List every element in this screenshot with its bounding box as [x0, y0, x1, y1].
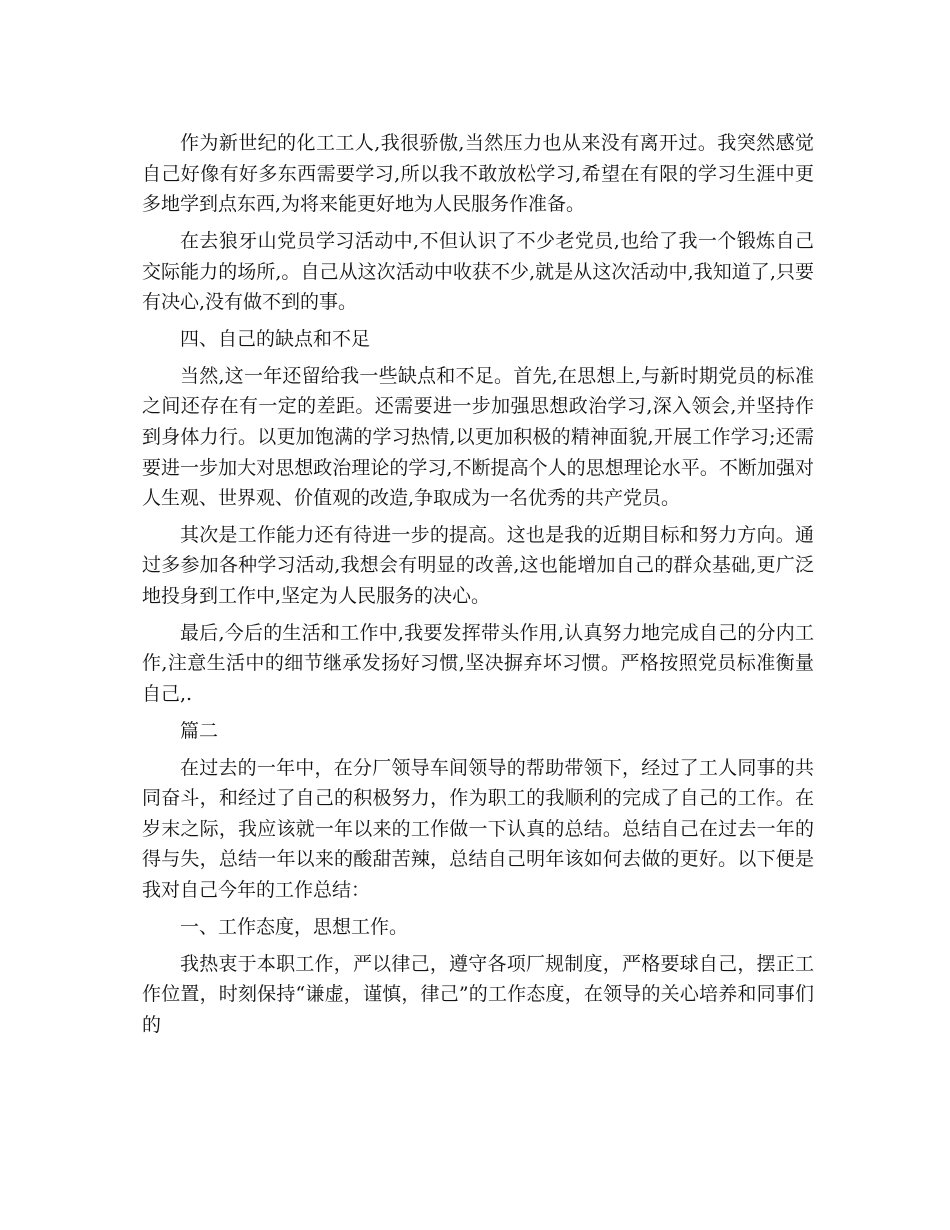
paragraph-past-year-summary: 在过去的一年中，在分厂领导车间领导的帮助带领下，经过了工人同事的共同奋斗，和经过了自己的积极努力，作为职工的我顺利的完成了自己的工作。在岁末之际，我应该就一年以来的工作做一下认真的总结。总结自己在过去一年的得与失，总结一年以来的酸甜苦辣，总结自己明年该如何去做的更好。以下便是我对自己今年的工作总结： [142, 756, 814, 901]
section-heading-work-attitude: 一、工作态度，思想工作。 [180, 915, 409, 938]
section-heading-shortcomings: 四、自己的缺点和不足 [180, 327, 371, 350]
paragraph-shortcomings-ideology: 当然,这一年还留给我一些缺点和不足。首先,在思想上,与新时期党员的标准之间还存在有一定的差距。还需要进一步加强思想政治学习,深入领会,并坚持作到身体力行。以更加饱满的学习热情,以更加积极的精神面貌,开展工作学习;还需要进一步加大对思想政治理论的学习,不断提高个人的思想理论水平。不断加强对人生观、世界观、价值观的改造,争取成为一名优秀的共产党员。 [142, 364, 814, 510]
paragraph-chemical-worker: 作为新世纪的化工工人,我很骄傲,当然压力也从来没有离开过。我突然感觉自己好像有好多东西需要学习,所以我不敢放松学习,希望在有限的学习生涯中更多地学到点东西,为将来能更好地为人民服务作准备。 [142, 132, 814, 216]
paragraph-langya-mountain-activity: 在去狼牙山党员学习活动中,不但认识了不少老党员,也给了我一个锻炼自己交际能力的场所,。自己从这次活动中收获不少,就是从这次活动中,我知道了,只要有决心,没有做不到的事。 [142, 229, 814, 314]
paragraph-finally: 最后,今后的生活和工作中,我要发挥带头作用,认真努力地完成自己的分内工作,注意生活中的细节继承发扬好习惯,坚决摒弃坏习惯。严格按照党员标准衡量自己,. [142, 621, 814, 706]
document-body [142, 128, 814, 1047]
paragraph-work-ability: 其次是工作能力还有待进一步的提高。这也是我的近期目标和努力方向。通过多参加各种学习活动,我想会有明显的改善,这也能增加自己的群众基础,更广泛地投身到工作中,坚定为人民服务的决心。 [142, 523, 814, 608]
paragraph-work-attitude: 我热衷于本职工作，严以律己，遵守各项厂规制度，严格要球自己，摆正工作位置，时刻保持“谦虚，谨慎，律己”的工作态度，在领导的关心培养和同事们的 [142, 952, 814, 1036]
part-heading-part-two: 篇二 [180, 719, 219, 742]
